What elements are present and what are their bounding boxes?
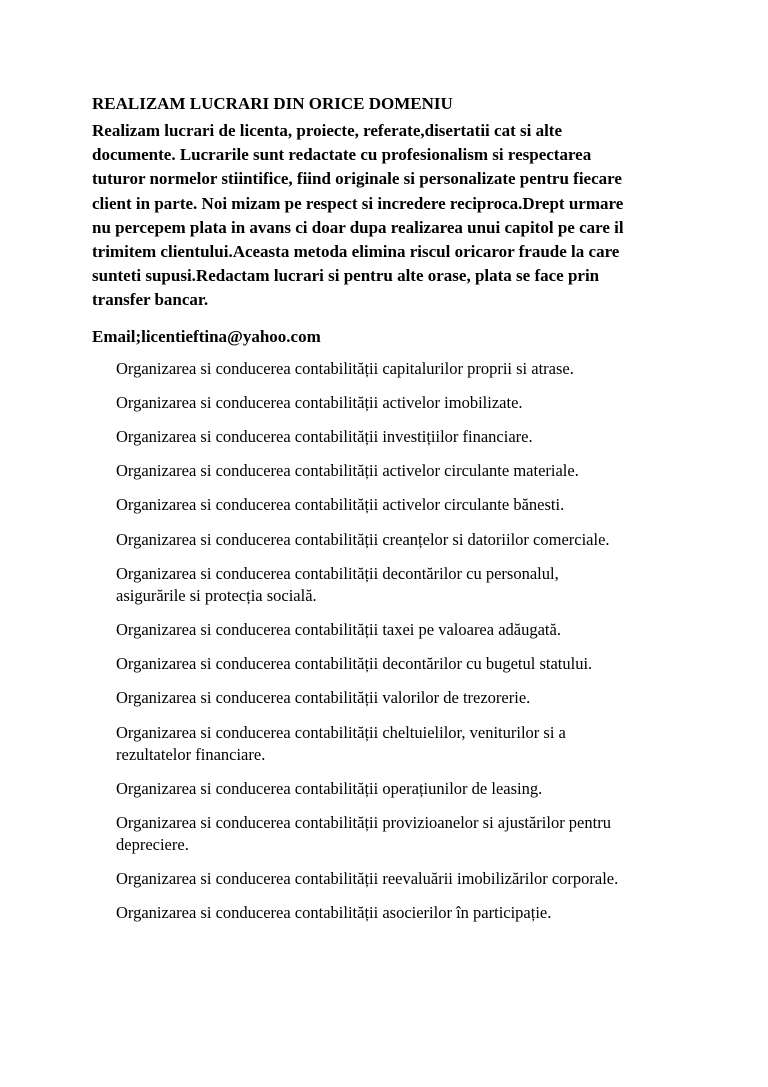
contact-email: Email;licentieftina@yahoo.com [92,326,321,346]
list-item-line: Organizarea si conducerea contabilității creanțelor si datoriilor comerciale. [116,529,610,549]
list-item-line: depreciere. [116,834,189,854]
list-item-line: Organizarea si conducerea contabilității activelor imobilizate. [116,392,523,412]
list-item-line: Organizarea si conducerea contabilității decontărilor cu bugetul statului. [116,654,593,674]
list-item-line: Organizarea si conducerea contabilității capitalurilor proprii si atrase. [116,358,574,378]
list-item [116,529,682,551]
intro-line: Realizam lucrari de licenta, proiecte, referate,disertatii cat si alte [92,121,562,140]
list-item-line: Organizarea si conducerea contabilității operațiunilor de leasing. [116,778,543,798]
intro-paragraph [92,119,682,313]
list-item-line: Organizarea si conducerea contabilității activelor circulante materiale. [116,461,579,481]
intro-line: tuturor normelor stiintifice, fiind originale si personalizate pentru fiecare [92,169,622,189]
list-item-line: Organizarea si conducerea contabilității valorilor de trezorerie. [116,688,531,708]
list-item-line: rezultatelor financiare. [116,744,266,764]
list-item-line: Organizarea si conducerea contabilității asocierilor în participație. [116,903,552,923]
topic-list [92,358,682,925]
intro-line: client in parte. Noi mizam pe respect si incredere reciproca.Drept urmare [92,193,624,213]
list-item [116,392,682,414]
list-item-line: asigurările si protecția socială. [116,585,317,605]
document-heading: REALIZAM LUCRARI DIN ORICE DOMENIU [92,94,453,113]
list-item-line: Organizarea si conducerea contabilității cheltuielilor, veniturilor si a [116,722,566,742]
list-item-line: Organizarea si conducerea contabilității reevaluării imobilizărilor corporale. [116,869,619,889]
list-item [116,494,682,516]
list-item [116,902,682,924]
list-item [116,358,682,380]
list-item [116,619,682,641]
intro-line: sunteti supusi.Redactam lucrari si pentru alte orase, plata se face prin [92,266,600,286]
list-item [116,687,682,709]
list-item [116,653,682,675]
list-item [116,426,682,448]
intro-line: transfer bancar. [92,290,209,310]
list-item-line: Organizarea si conducerea contabilității decontărilor cu personalul, [116,563,559,583]
intro-line: nu percepem plata in avans ci doar dupa realizarea unui capitol pe care il [92,217,624,237]
list-item-line: Organizarea si conducerea contabilității investițiilor financiare. [116,427,533,446]
list-item [116,868,682,890]
intro-line: documente. Lucrarile sunt redactate cu profesionalism si respectarea [92,145,592,165]
list-item [116,722,682,766]
list-item-line: Organizarea si conducerea contabilității taxei pe valoarea adăugată. [116,619,561,639]
list-item [116,812,682,856]
list-item [116,563,682,607]
list-item [116,460,682,482]
list-item [116,778,682,800]
list-item-line: Organizarea si conducerea contabilității provizioanelor si ajustărilor pentru [116,812,611,832]
list-item-line: Organizarea si conducerea contabilității activelor circulante bănesti. [116,495,565,515]
document-content [92,92,682,936]
intro-line: trimitem clientului.Aceasta metoda elimina riscul oricaror fraude la care [92,242,620,262]
